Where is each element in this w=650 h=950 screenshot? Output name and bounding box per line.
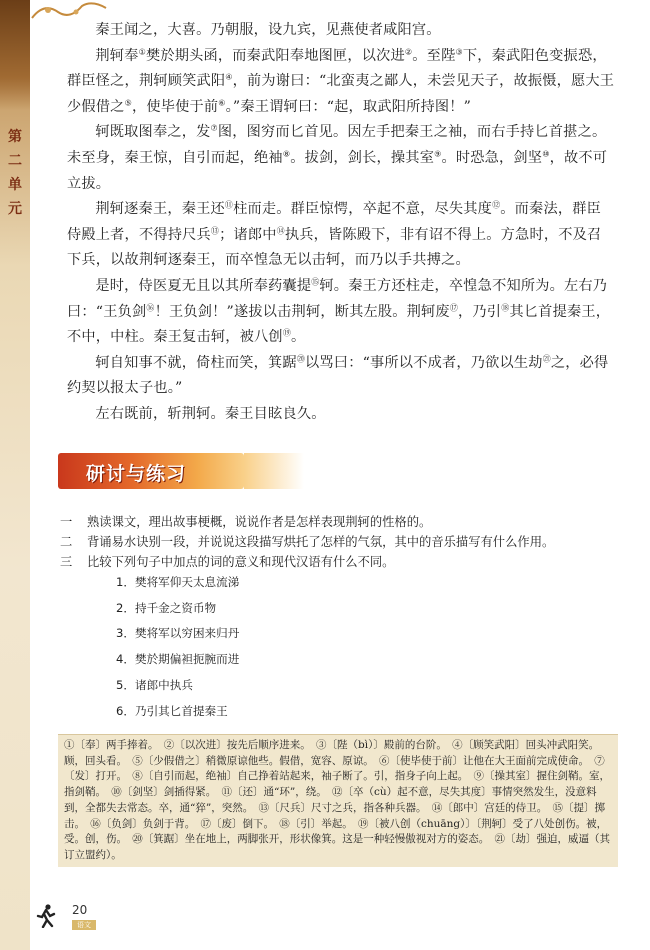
exercise-list <box>60 512 620 572</box>
runner-icon <box>35 904 57 928</box>
footnote-marker: ⑦ <box>210 123 218 133</box>
footnote-marker: ㉑ <box>542 353 551 363</box>
exercise-item <box>60 552 620 572</box>
footnote-marker: ⑬ <box>210 226 220 236</box>
sub-item: 3．樊将军以穷困来归丹 <box>116 626 240 641</box>
unit-char: 元 <box>8 201 22 217</box>
section-title: 研讨与练习 <box>86 463 187 485</box>
passage-paragraph: 轲既取图奉之，发⑦图，图穷而匕首见。因左手把秦王之袖，而右手持匕首揕之。未至身，秦王惊，自引而起，绝袖⑧。拔剑，剑长，操其室⑨。时恐急，剑坚⑩，故不可立拔。 <box>67 123 608 192</box>
passage-paragraph: 是时，侍医夏无且以其所奉药囊提⑮轲。秦王方还柱走，卒惶急不知所为。左右乃曰：“王负剑⑯！王负剑！”遂拔以击荆轲，断其左股。荆轲废⑰，乃引⑱其匕首提秦王，不中，中柱。秦王复击轲，被八创⑲。 <box>67 277 611 346</box>
sub-item-list <box>116 570 416 724</box>
passage-text <box>67 18 615 428</box>
section-banner <box>58 453 244 489</box>
passage-paragraph: 左右既前，斩荆轲。秦王目眩良久。 <box>95 405 326 422</box>
passage-paragraph: 荆轲逐秦王，秦王还⑪柱而走。群臣惊愕，卒起不意，尽失其度⑫。而秦法，群臣侍殿上者，不得持尺兵⑬；诸郎中⑭执兵，皆陈殿下，非有诏不得上。方急时，不及召下兵，以故荆轲逐秦王，而卒惶急无以击轲，而乃以手共搏之。 <box>67 200 602 269</box>
footnote-marker: ⑧ <box>282 149 291 159</box>
unit-char: 二 <box>8 153 22 169</box>
footnote-marker: ⑤ <box>124 98 132 108</box>
footnote-marker: ④ <box>225 72 233 82</box>
exercise-number: 二 <box>60 535 73 549</box>
exercise-number: 一 <box>60 515 73 529</box>
sub-item: 2．持千金之资币物 <box>116 600 217 615</box>
banner-fade <box>244 453 304 489</box>
exercise-text: 背诵易水诀别一段，并说说这段描写烘托了怎样的气氛，其中的音乐描写有什么作用。 <box>87 535 555 549</box>
unit-char: 单 <box>8 177 22 193</box>
footnote-marker: ⑮ <box>311 277 320 287</box>
footnotes <box>64 738 616 864</box>
sub-item: 5．诸郎中执兵 <box>116 677 193 692</box>
footnote-marker: ⑪ <box>224 200 234 210</box>
unit-char: 第 <box>8 129 22 145</box>
footnote-marker: ⑯ <box>146 302 155 312</box>
footnote-marker: ⑥ <box>218 98 226 108</box>
sub-item: 4．樊於期偏袒扼腕而进 <box>116 652 240 667</box>
page-subject-label: 语文 <box>72 920 96 930</box>
footnote-text: ①〔奉〕两手捧着。 ②〔以次进〕按先后顺序进来。 ③〔陛（bì）〕殿前的台阶。 ④〔顾笑武阳〕回头冲武阳笑。顾，回头看。 ⑤〔少假借之〕稍微原谅他些。假借，宽容、原谅。 ⑥〔使毕使于前〕让他在大王面前完成使命。 ⑦〔发〕打开。 ⑧〔自引而起，绝袖〕自己挣着站起来，袖子断了。引，指身子向上起。 ⑨〔操其室〕握住剑鞘。室，指剑鞘。 ⑩〔剑坚〕剑插得紧。 ⑪〔还〕通“环”，绕。 ⑫〔卒（cù）起不意，尽失其度〕事情突然发生，没意料到，全都失去常态。卒，通“猝”，突然。 ⑬〔尺兵〕尺寸之兵，指各种兵器。 ⑭〔郎中〕宫廷的侍卫。 ⑮〔提〕掷击。 ⑯〔负剑〕负剑于背。 ⑰〔废〕倒下。 ⑱〔引〕举起。 ⑲〔被八创（chuāng）〕〔荆轲〕受了八处创伤。被，受。创，伤。 ⑳〔箕踞〕坐在地上，两脚张开，形状像箕。这是一种轻慢傲视对方的姿态。 ㉑〔劫〕强迫，威逼（其订立盟约）。 <box>64 739 610 861</box>
unit-label <box>3 125 27 221</box>
sub-item: 1．樊将军仰天太息流涕 <box>116 575 240 589</box>
footnote-marker: ⑰ <box>449 302 459 312</box>
exercise-number: 三 <box>60 555 73 569</box>
footnote-marker: ② <box>404 46 413 56</box>
passage-paragraph: 荆轲奉①樊於期头函，而秦武阳奉地图匣，以次进②。至陛③下，秦武阳色变振恐，群臣怪之，荆轲顾笑武阳④，前为谢曰：“北蛮夷之鄙人，未尝见天子，故振慑，愿大王少假借之⑤，使毕使于前⑥。”秦王谓轲曰：“起，取武阳所持图！” <box>67 46 615 115</box>
footnote-marker: ⑲ <box>282 328 292 338</box>
footnote-marker: ③ <box>455 46 463 56</box>
passage-paragraph: 秦王闻之，大喜。乃朝服，设九宾，见燕使者咸阳宫。 <box>95 22 441 38</box>
exercise-text: 比较下列句子中加点的词的意义和现代汉语有什么不同。 <box>87 555 395 569</box>
strip-top-shade <box>0 0 30 110</box>
exercise-item <box>60 532 620 552</box>
passage-paragraph: 轲自知事不就，倚柱而笑，箕踞⑳以骂曰：“事所以不成者，乃欲以生劫$^㉑$之，必得约契以报太子也。” <box>67 353 609 397</box>
footnote-marker: ⑩ <box>542 149 550 159</box>
footnote-marker: ⑫ <box>492 200 501 210</box>
footnote-marker: ⑨ <box>434 149 442 159</box>
exercise-text: 熟读课文，理出故事梗概，说说作者是怎样表现荆轲的性格的。 <box>87 515 432 529</box>
sub-item: 6．乃引其匕首提秦王 <box>116 703 228 718</box>
footnote-marker: ⑭ <box>276 226 285 236</box>
footnote-marker: ① <box>138 46 146 56</box>
footnote-marker: ⑳ <box>296 353 306 363</box>
page-number: 20 <box>72 903 88 917</box>
footnote-marker: ⑱ <box>501 302 510 312</box>
exercise-item <box>60 512 620 532</box>
